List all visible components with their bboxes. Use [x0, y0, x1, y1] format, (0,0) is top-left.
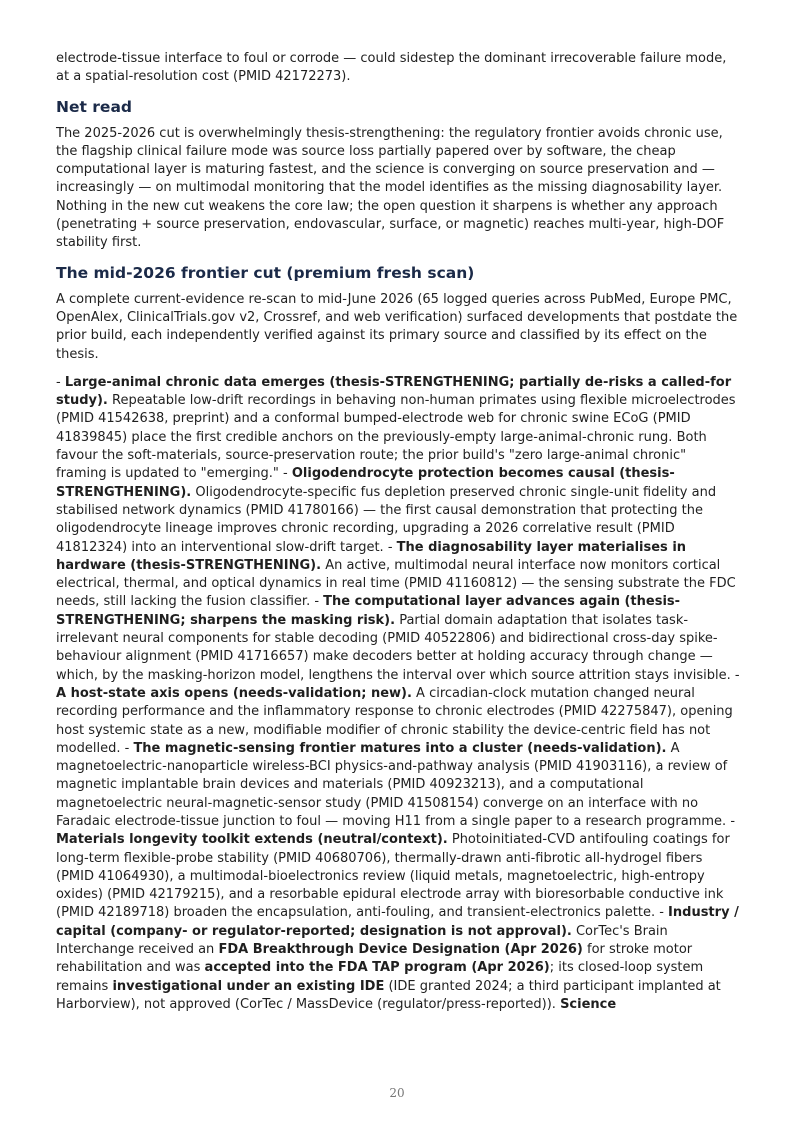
page-number: 20 [389, 1086, 405, 1100]
industry-text-2: for stroke motor rehabilitation and was [56, 942, 693, 976]
industry-title: Industry / capital (company- or regulator-reported; designation is not approval). [56, 905, 739, 939]
item-4-lead: - [314, 594, 324, 610]
frontier-heading: The mid-2026 frontier cut (premium fresh scan) [56, 263, 475, 282]
intro-paragraph: electrode-tissue interface to foul or corrode — could sidestep the dominant irrecoverable failure mode, at a spatial-resolution cost (PMID 42172273). [56, 51, 727, 85]
item-4-title: The computational layer advances again (thesis-STRENGTHENING; sharpens the masking risk). [56, 594, 681, 628]
item-7-title: Materials longevity toolkit extends (neutral/context). [56, 832, 448, 848]
item-6-title: The magnetic-sensing frontier matures into a cluster (needs-validation). [133, 740, 667, 756]
item-2-text: Oligodendrocyte-specific fus depletion preserved chronic single-unit fidelity and stabilised network dynamics (PMID 41780166) — the first causal demonstration that protecting the oligodendrocyte lineage improves chronic recording, upgrading a 2026 correlative result (PMID 41812324) into an interventional slow-drift target. [56, 484, 717, 555]
item-6-lead: - [124, 740, 134, 756]
item-6-text: A magnetoelectric-nanoparticle wireless-BCI physics-and-pathway analysis (PMID 41903116), a review of magnetic implantable brain devices and materials (PMID 40923213), and a computational magnetoelectric neural-magnetic-sensor study (PMID 41508154) converge on an interface with no Faradaic electrode-tissue junction to foul — moving H11 from a single paper to a research programme. [56, 740, 731, 829]
industry-bold-1: FDA Breakthrough Device Designation (Apr 2026) [218, 942, 583, 958]
item-1-title: Large-animal chronic data emerges (thesis-STRENGTHENING; partially de-risks a called-for study). [56, 374, 732, 409]
industry-lead: - [659, 905, 669, 921]
item-3-text: An active, multimodal neural interface now monitors cortical electrical, thermal, and optical dynamics in real time (PMID 41160812) — the sensing substrate the FDC needs, still lacking the fusion classifier. [56, 557, 736, 610]
net-read-paragraph: The 2025-2026 cut is overwhelmingly thesis-strengthening: the regulatory frontier avoids chronic use, the flagship clinical failure mode was source loss partially papered over by software, the cheap computational layer is maturing fastest, and the science is converging on source preservation and — increasingly — on multimodal monitoring that the model identifies as the missing diagnosability layer. Nothing in the new cut weakens the core law; the open question it sharpens is whether any approach (penetrating + source preservation, endovascular, surface, or magnetic) reaches multi-year, high-DOF stability first. [56, 125, 725, 251]
net-read-heading: Net read [56, 97, 133, 116]
industry-bold-2: accepted into the FDA TAP program (Apr 2026) [204, 960, 550, 976]
industry-text-4: (IDE granted 2024; a third participant implanted at Harborview), not approved (CorTec / MassDevice (regulator/press-reported)). [56, 978, 721, 1012]
item-1-text: Repeatable low-drift recordings in behaving non-human primates using flexible microelectrodes (PMID 41542638, preprint) and a conformal bumped-electrode web for chronic swine ECoG (PMID 41839845) place the first credible anchors on the previously-empty large-animal-chronic rung. Both favour the soft-materials, source-preservation route; the prior build's "zero large-animal chronic" framing is updated to "emerging." [56, 393, 736, 482]
item-2-title: Oligodendrocyte protection becomes causal (thesis-STRENGTHENING). [56, 466, 675, 500]
science-lead: Science [560, 996, 617, 1012]
item-7-lead: - [730, 813, 736, 829]
item-7-text: Photoinitiated-CVD antifouling coatings for long-term flexible-probe stability (PMID 40680706), thermally-drawn anti-fibrotic all-hydrogel fibers (PMID 41064930), a multimodal-bioelectronics review (liquid metals, magnetoelectric, high-entropy oxides) (PMID 42179215), and a resorbable epidural electrode array with bioresorbable conductive ink (PMID 42189718) broaden the encapsulation, anti-fouling, and transient-electronics palette. [56, 832, 730, 921]
item-4-text: Partial domain adaptation that isolates task-irrelevant neural components for stable decoding (PMID 40522806) and bidirectional cross-day spike-behaviour alignment (PMID 41716657) make decoders better at holding accuracy through change — which, by the masking-horizon model, lengthens the interval over which source attrition stays invisible. [56, 612, 735, 683]
frontier-intro-paragraph: A complete current-evidence re-scan to mid-June 2026 (65 logged queries across PubMed, Europe PMC, OpenAlex, ClinicalTrials.gov v2, Crossref, and web verification) surfaced developments that postdate the prior build, each independently verified against its primary source and classified by its effect on the thesis. [56, 291, 738, 362]
item-5-text: A circadian-clock mutation changed neural recording performance and the inflammatory response to chronic electrodes (PMID 42275847), opening host systemic state as a new, modifiable modifier of chronic stability the device-centric field has not modelled. [56, 685, 733, 756]
industry-text-1: CorTec's Brain Interchange received an [56, 923, 668, 958]
document-page [56, 50, 740, 1024]
item-3-title: The diagnosability layer materialises in hardware (thesis-STRENGTHENING). [56, 539, 687, 573]
item-1-lead: - [56, 374, 65, 390]
frontier-items-paragraph [56, 374, 740, 1014]
industry-text-3: ; its closed-loop system remains [56, 960, 704, 994]
industry-bold-3: investigational under an existing IDE [112, 978, 385, 994]
item-2-lead: - [283, 466, 292, 482]
item-5-lead: - [734, 667, 740, 683]
item-5-title: A host-state axis opens (needs-validation; new). [56, 685, 412, 701]
item-3-lead: - [387, 539, 397, 555]
